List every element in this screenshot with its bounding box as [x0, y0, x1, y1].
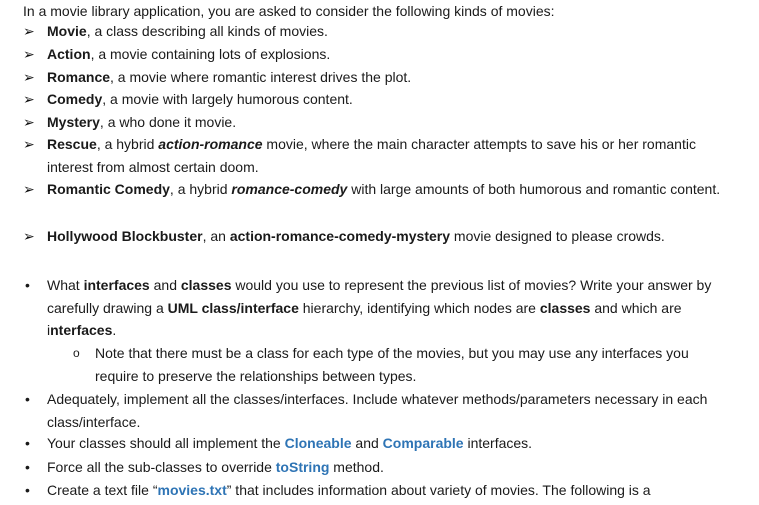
- task-item-tostring: • Force all the sub-classes to override toString method.: [47, 456, 737, 479]
- arrow-bullet-icon: ➢: [23, 46, 35, 62]
- arrow-bullet-icon: ➢: [23, 114, 35, 130]
- movie-item-comedy: ➢ Comedy, a movie with largely humorous content.: [47, 88, 737, 111]
- task-item-implement: • Adequately, implement all the classes/interfaces. Include whatever methods/parameters necessary in each class/interface.: [47, 388, 737, 433]
- arrow-bullet-icon: ➢: [23, 136, 35, 152]
- bullet-icon: •: [25, 277, 30, 293]
- movie-item-hollywood-blockbuster: ➢ Hollywood Blockbuster, an action-romance-comedy-mystery movie designed to please crowds.: [47, 225, 737, 248]
- task-item-interfaces: • Your classes should all implement the Cloneable and Comparable interfaces.: [47, 432, 737, 455]
- task-subitem-class-per-type: o Note that there must be a class for each type of the movies, but you may use any interfaces you require to preserve the relationships between types.: [95, 342, 725, 387]
- movie-item-romance: ➢ Romance, a movie where romantic interest drives the plot.: [47, 66, 737, 89]
- bullet-icon: •: [25, 482, 30, 498]
- arrow-bullet-icon: ➢: [23, 91, 35, 107]
- movie-item-action: ➢ Action, a movie containing lots of explosions.: [47, 43, 737, 66]
- movie-item-rescue: ➢ Rescue, a hybrid action-romance movie, where the main character attempts to save his or her romantic interest from almost certain doom.: [47, 133, 737, 178]
- bullet-icon: •: [25, 459, 30, 475]
- arrow-bullet-icon: ➢: [23, 23, 35, 39]
- movie-item-romantic-comedy: ➢ Romantic Comedy, a hybrid romance-comedy with large amounts of both humorous and romantic content.: [47, 178, 737, 201]
- task-item-uml: • What interfaces and classes would you use to represent the previous list of movies? Write your answer by carefully drawing a UML class/interface hierarchy, identifying which nodes are classes and which are interfaces.: [47, 274, 737, 342]
- circle-bullet-icon: o: [73, 346, 80, 360]
- bullet-icon: •: [25, 435, 30, 451]
- arrow-bullet-icon: ➢: [23, 69, 35, 85]
- arrow-bullet-icon: ➢: [23, 228, 35, 244]
- bullet-icon: •: [25, 391, 30, 407]
- movie-item-mystery: ➢ Mystery, a who done it movie.: [47, 111, 737, 134]
- arrow-bullet-icon: ➢: [23, 181, 35, 197]
- intro-text: In a movie library application, you are asked to consider the following kinds of movies:: [23, 3, 555, 19]
- task-item-text-file: • Create a text file “movies.txt” that includes information about variety of movies. The following is a: [47, 479, 737, 502]
- movie-item-movie: ➢ Movie, a class describing all kinds of movies.: [47, 20, 737, 43]
